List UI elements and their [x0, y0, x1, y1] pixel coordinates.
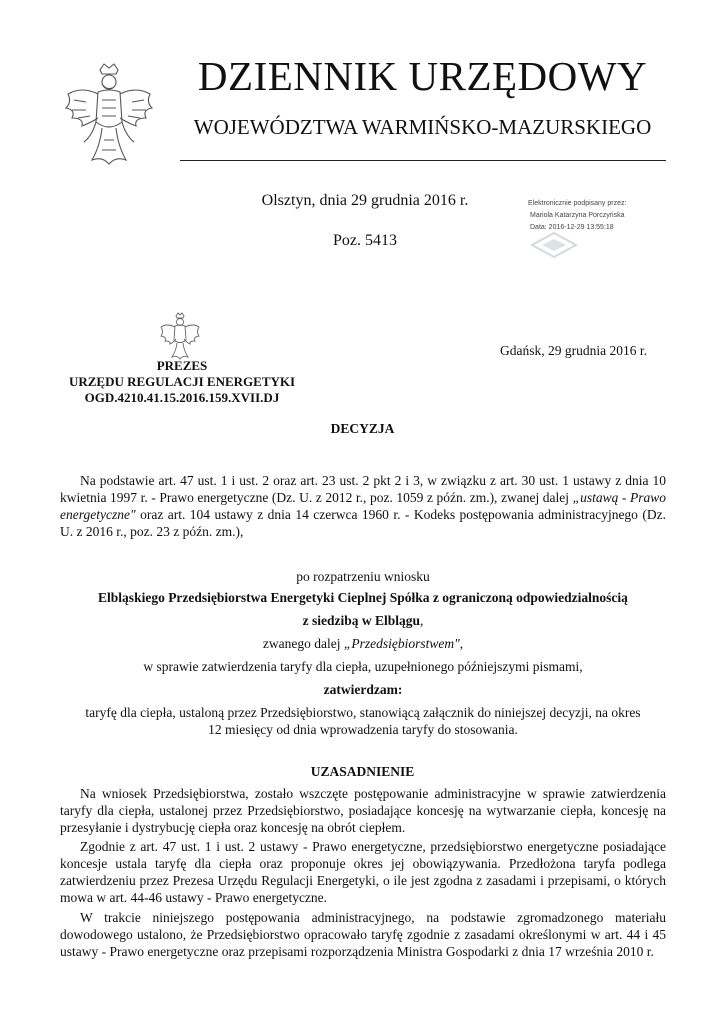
authority-title: PREZES: [156, 358, 208, 373]
signature-label: Elektronicznie podpisany przez:: [528, 200, 627, 207]
legal-basis-text: Na podstawie art. 47 ust. 1 i ust. 2 oraz art. 23 ust. 2 pkt 2 i 3, w związku z art. 30 ust. 1 ustawy z dnia 10 kwietnia 1997 r. - Prawo energetyczne (Dz. U. z 2012 r., poz. 1059 z późn. zm.), zwanej dalej: [60, 473, 666, 505]
signature-watermark-icon: [528, 230, 580, 260]
header-divider: [180, 160, 666, 161]
justification-paragraph-1: Na wniosek Przedsiębiorstwa, zostało wszczęte postępowanie administracyjne w sprawie zatwierdzenia taryfy dla ciepła, ustalonej przez Przedsiębiorstwo, posiadające koncesję na wytwarzanie ciepła, koncesję na przesyłanie i dystrybucję ciepła oraz koncesję na obrót ciepłem.: [60, 786, 666, 835]
approve-line: zatwierdzam:: [323, 682, 403, 697]
after-review-line: po rozpatrzeniu wniosku: [296, 569, 430, 584]
called-line: [60, 635, 666, 652]
called-suffix: ,: [459, 636, 464, 651]
office-eagle-emblem-icon: [158, 312, 202, 360]
justification-paragraph-3: W trakcie niniejszego postępowania administracyjnego, na podstawie zgromadzonego materiału dowodowego ustalono, że Przedsiębiorstwo opracowało taryfę zgodnie z zasadami określonymi w art. 44 i 45 ustawy - Prawo energetyczne oraz przepisami rozporządzenia Ministra Gospodarki z dnia 17 września 2010 r.: [60, 910, 666, 959]
position-number: Poz. 5413: [333, 232, 397, 249]
issuing-authority: [62, 358, 302, 406]
company-seat-comma: ,: [420, 613, 424, 628]
journal-title: DZIENNIK URZĘDOWY: [197, 53, 648, 99]
signature-date: Data: 2016-12-29 13:55:18: [530, 224, 614, 231]
legal-basis-paragraph: [60, 472, 666, 540]
company-name: Elbląskiego Przedsiębiorstwa Energetyki Cieplnej Spółka z ograniczoną odpowiedzialnością: [98, 590, 628, 605]
matter-line: w sprawie zatwierdzenia taryfy dla ciepła, uzupełnionego późniejszymi pismami,: [143, 659, 583, 674]
legal-basis-text-2: oraz art. 104 ustawy z dnia 14 czerwca 1960 r. - Kodeks postępowania administracyjnego (Dz. U. z 2016 r., poz. 23 z późn. zm.),: [60, 507, 666, 539]
journal-subtitle: WOJEWÓDZTWA WARMIŃSKO-MAZURSKIEGO: [193, 115, 652, 139]
called-prefix: zwanego dalej: [262, 636, 344, 651]
called-quote: „Przedsiębiorstwem": [343, 636, 460, 651]
electronic-signature: [528, 198, 626, 234]
tariff-line-1: taryfę dla ciepła, ustaloną przez Przedsiębiorstwo, stanowiącą załącznik do niniejszej decyzji, na okres: [85, 705, 641, 720]
company-seat-line: [60, 612, 666, 629]
eagle-emblem-icon: [62, 60, 156, 168]
authority-office: URZĘDU REGULACJI ENERGETYKI: [68, 374, 296, 389]
tariff-line-2: 12 miesięcy od dnia wprowadzenia taryfy do stosowania.: [208, 722, 518, 737]
company-seat: z siedzibą w Elblągu: [302, 613, 421, 628]
publication-date: Olsztyn, dnia 29 grudnia 2016 r.: [261, 192, 469, 209]
case-reference: OGD.4210.41.15.2016.159.XVII.DJ: [84, 390, 280, 405]
decision-place-date: Gdańsk, 29 grudnia 2016 r.: [500, 343, 647, 358]
justification-paragraph-2: Zgodnie z art. 47 ust. 1 i ust. 2 ustawy - Prawo energetyczne, przedsiębiorstwo energetyczne posiadające koncesje ustala taryfę dla ciepła oraz proponuje okres jej obowiązywania. Przedłożona taryfa podlega zatwierdzeniu przez Prezesa Urzędu Regulacji Energetyki, o ile jest zgodna z zasadami i przepisami, o których mowa w art. 44-46 ustawy - Prawo energetyczne.: [60, 839, 666, 905]
legal-basis-quote: „ustawą - Prawo energetyczne": [60, 490, 666, 522]
signature-signer: Mariola Katarzyna Porczyńska: [530, 212, 625, 219]
decision-heading: DECYZJA: [330, 421, 395, 436]
justification-heading: UZASADNIENIE: [310, 764, 415, 779]
